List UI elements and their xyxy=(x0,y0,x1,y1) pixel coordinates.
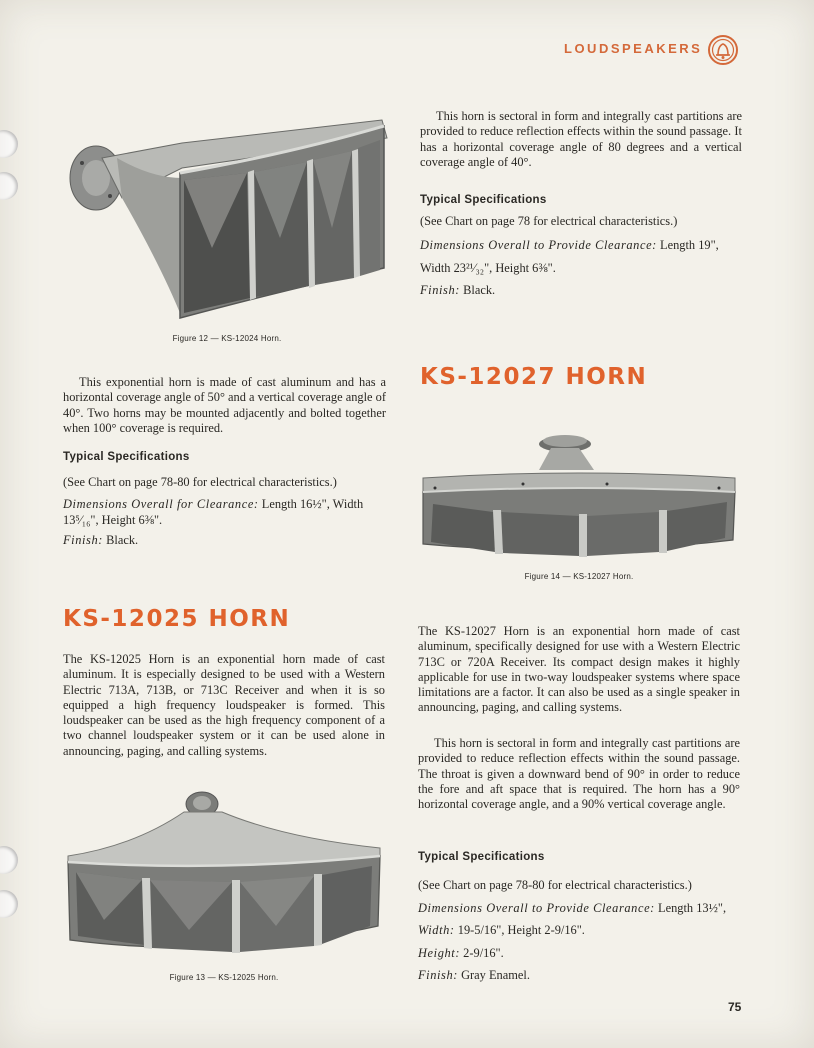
ks12027-description-2: This horn is sectoral in form and integrally cast partitions are provided to reduce reflection effects within the sound passage. The throat is given a downward bend of 90° in order to reduce the fore and aft space that is required. The horn has a 90° horizontal coverage angle, and a 90% vertical coverage angle. xyxy=(418,736,740,812)
ks12027-title: KS-12027 HORN xyxy=(420,364,648,390)
figure-12-caption: Figure 12 — KS-12024 Horn. xyxy=(172,334,282,343)
width-value: 19-5/16", Height 2-9/16". xyxy=(457,923,585,937)
dimensions-label: Dimensions Overall to Provide Clearance: xyxy=(418,901,655,915)
ks12024-right-spec-heading: Typical Specifications xyxy=(420,194,547,206)
ks12027-chart-ref: (See Chart on page 78-80 for electrical characteristics.) xyxy=(418,878,692,892)
figure-12-horn-image xyxy=(62,118,392,328)
ks12027-width xyxy=(418,923,585,938)
figure-14-caption: Figure 14 — KS-12027 Horn. xyxy=(524,572,634,581)
ks12027-finish xyxy=(418,968,530,983)
ks12024-chart-ref: (See Chart on page 78-80 for electrical characteristics.) xyxy=(63,475,337,489)
bell-logo-icon xyxy=(707,34,739,66)
ks12025-title: KS-12025 HORN xyxy=(63,606,291,632)
ks12027-description-1: The KS-12027 Horn is an exponential horn made of cast aluminum, specifically designed for use with a Western Electric 713C or 720A Receiver. Its compact design makes it highly applicable for use in two-way loudspeaker systems where space limitations are a factor. It can also be used as a single speaker in announcing, paging, and calling systems. xyxy=(418,624,740,715)
height-value: 2-9/16". xyxy=(463,946,504,960)
finish-value: Black. xyxy=(106,533,139,547)
ks12025-description: The KS-12025 Horn is an exponential horn made of cast aluminum. It is especially designed to be used with a Western Electric 713A, 713B, or 713C Receiver and when it is so equipped a high frequency loudspeaker is formed. This loudspeaker can be used as the high frequency component of a two channel loudspeaker system or it can be used alone in announcing, paging, and calling systems. xyxy=(63,652,385,758)
punch-hole xyxy=(0,890,18,918)
ks12027-dimensions xyxy=(418,901,748,916)
figure-13-horn-image xyxy=(64,790,384,960)
punch-hole xyxy=(0,846,18,874)
punch-hole xyxy=(0,130,18,158)
finish-label: Finish: xyxy=(63,533,103,547)
ks12024-right-chart-ref: (See Chart on page 78 for electrical characteristics.) xyxy=(420,214,678,228)
dimensions-value: Length 19", xyxy=(660,238,719,252)
dimensions-value: Length 16½", Width xyxy=(261,497,364,511)
finish-label: Finish: xyxy=(420,283,460,297)
width-label: Width: xyxy=(418,923,455,937)
header-title: LOUDSPEAKERS xyxy=(564,41,703,56)
punch-hole xyxy=(0,172,18,200)
figure-14-horn-image xyxy=(419,432,739,562)
finish-value: Black. xyxy=(463,283,496,297)
ks12024-right-dimensions xyxy=(420,238,750,253)
page-number: 75 xyxy=(728,1000,742,1014)
ks12024-right-finish xyxy=(420,283,495,298)
dimensions-value-cont: 13⁵⁄₁₆", Height 6⅜". xyxy=(63,513,163,527)
dimensions-label: Dimensions Overall for Clearance: xyxy=(63,497,259,511)
ks12024-finish xyxy=(63,533,138,548)
finish-value: Gray Enamel. xyxy=(461,968,530,982)
ks12024-spec-heading: Typical Specifications xyxy=(63,451,190,463)
dimensions-value-cont: Width 23²¹⁄₃₂", Height 6⅜". xyxy=(420,261,556,275)
figure-13-caption: Figure 13 — KS-12025 Horn. xyxy=(169,973,279,982)
dimensions-label: Dimensions Overall to Provide Clearance: xyxy=(420,238,657,252)
ks12024-right-description: This horn is sectoral in form and integrally cast partitions are provided to reduce reflection effects within the sound passage. It has a horizontal coverage angle of 80 degrees and a vertical coverage angle of 40°. xyxy=(420,109,742,169)
height-label: Height: xyxy=(418,946,461,960)
finish-label: Finish: xyxy=(418,968,458,982)
ks12027-height xyxy=(418,946,504,961)
dimensions-value: Length 13½", xyxy=(658,901,727,915)
ks12024-dimensions xyxy=(63,497,393,512)
ks12027-spec-heading: Typical Specifications xyxy=(418,851,545,863)
ks12024-description: This exponential horn is made of cast aluminum and has a horizontal coverage angle of 50° and a vertical coverage angle of 40°. Two horns may be mounted adjacently and bolted together when 100° coverage is required. xyxy=(63,375,386,435)
